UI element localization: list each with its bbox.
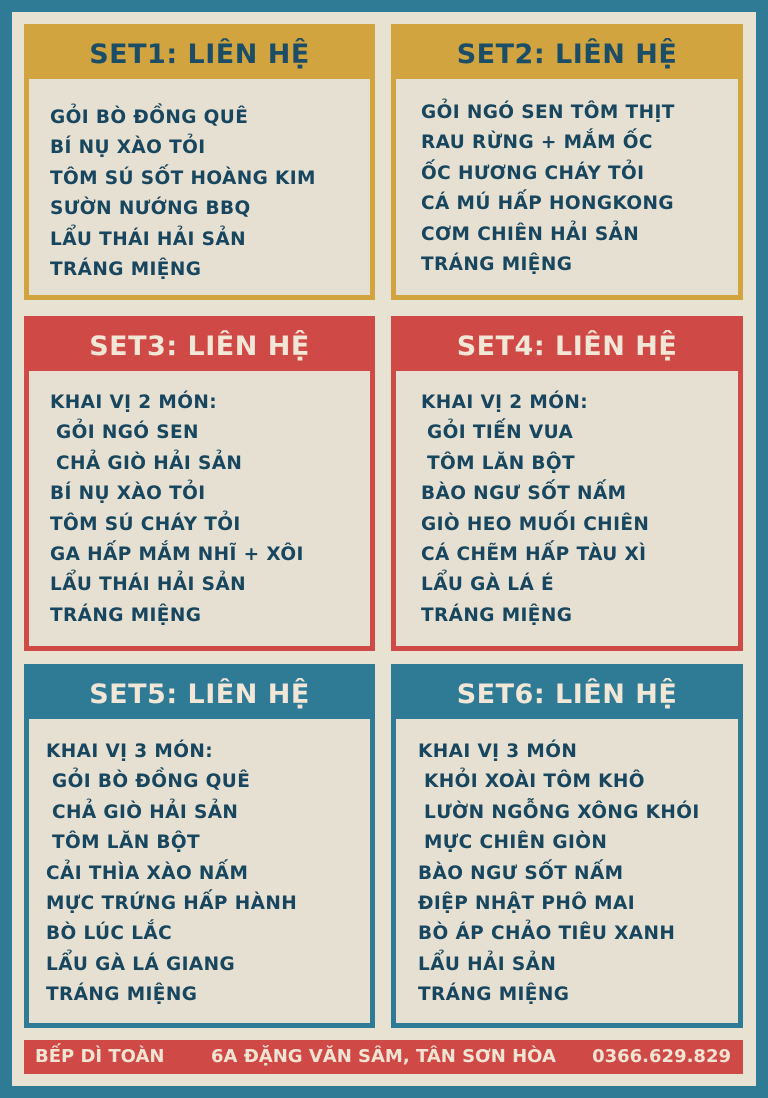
menu-item: CHẢ GIÒ HẢI SẢN [52,801,239,823]
menu-item: ĐIỆP NHẬT PHÔ MAI [418,892,635,914]
menu-item: TRÁNG MIỆNG [50,258,202,280]
menu-item: LƯỜN NGỖNG XÔNG KHÓI [424,801,700,823]
set-card-5 [24,664,375,1028]
menu-item: TRÁNG MIỆNG [421,253,573,275]
set-title-4: SET4: LIÊN HỆ [396,321,738,371]
menu-item: KHAI VỊ 3 MÓN: [46,741,214,762]
set-title-2: SET2: LIÊN HỆ [396,29,738,79]
menu-item: TÔM LĂN BỘT [427,452,576,474]
set-title-1: SET1: LIÊN HỆ [29,29,370,79]
set-title-6: SET6: LIÊN HỆ [396,669,738,719]
menu-item: BÍ NỤ XÀO TỎI [50,137,206,159]
set-items-5 [29,737,370,1011]
menu-item: BÒ LÚC LẮC [46,923,173,945]
set-card-6 [391,664,743,1028]
set-card-3 [24,316,375,651]
menu-item: TRÁNG MIỆNG [50,604,202,626]
set-title-5: SET5: LIÊN HỆ [29,669,370,719]
menu-item: KHAI VỊ 2 MÓN: [421,392,589,413]
menu-item: TÔM SÚ SỐT HOÀNG KIM [50,167,316,189]
set-items-3 [29,388,370,631]
address: 6A ĐẶNG VĂN SÂM, TÂN SƠN HÒA [211,1046,556,1067]
menu-item: BÀO NGƯ SỐT NẤM [421,483,627,505]
menu-item: TRÁNG MIỆNG [421,604,573,626]
restaurant-name: BẾP DÌ TOÀN [35,1046,165,1067]
menu-item: LẨU GÀ LÁ É [421,574,555,596]
menu-item: TRÁNG MIỆNG [418,984,570,1006]
set-card-4 [391,316,743,651]
menu-item: SƯỜN NƯỚNG BBQ [50,198,251,220]
menu-item: LẨU GÀ LÁ GIANG [46,953,236,975]
set-card-2 [391,24,743,300]
menu-item: LẨU THÁI HẢI SẢN [50,574,246,596]
footer-bar [24,1040,743,1074]
menu-item: TÔM SÚ CHÁY TỎI [50,513,241,535]
menu-item: TÔM LĂN BỘT [52,832,201,854]
menu-item: RAU RỪNG + MẮM ỐC [421,132,653,154]
menu-item: CƠM CHIÊN HẢI SẢN [421,223,640,245]
menu-item: LẨU HẢI SẢN [418,953,557,975]
menu-item: GA HẤP MẮM NHĨ + XÔI [50,543,304,565]
menu-item: BÀO NGƯ SỐT NẤM [418,862,624,884]
menu-item: CÁ MÚ HẤP HONGKONG [421,193,674,215]
set-items-6 [396,737,738,1011]
menu-item: LẨU THÁI HẢI SẢN [50,228,246,250]
menu-item: ỐC HƯƠNG CHÁY TỎI [421,162,645,184]
menu-item: BÍ NỤ XÀO TỎI [50,483,206,505]
menu-item: BÒ ÁP CHẢO TIÊU XANH [418,923,676,945]
set-card-1 [24,24,375,300]
menu-item: GỎI NGÓ SEN [56,422,199,444]
menu-item: GỎI TIẾN VUA [427,422,574,444]
menu-item: TRÁNG MIỆNG [46,984,198,1006]
menu-item: CÁ CHẼM HẤP TÀU XÌ [421,543,647,565]
menu-item: GỎI NGÓ SEN TÔM THỊT [421,102,675,123]
phone-number[interactable]: 0366.629.829 [592,1046,731,1067]
menu-item: MỰC TRỨNG HẤP HÀNH [46,892,298,914]
menu-item: KHAI VỊ 2 MÓN: [50,392,218,413]
set-items-4 [396,388,738,631]
set-items-1 [29,103,370,285]
menu-item: KHỎI XOÀI TÔM KHÔ [424,771,645,793]
menu-item: MỰC CHIÊN GIÒN [424,832,608,854]
set-items-2 [396,98,738,280]
menu-item: CHẢ GIÒ HẢI SẢN [56,452,243,474]
menu-item: CẢI THÌA XÀO NẤM [46,862,249,884]
menu-item: GỎI BÒ ĐỒNG QUÊ [50,107,249,128]
set-title-3: SET3: LIÊN HỆ [29,321,370,371]
menu-item: GỎI BÒ ĐỒNG QUÊ [52,771,251,793]
menu-item: KHAI VỊ 3 MÓN [418,741,578,762]
menu-item: GIÒ HEO MUỐI CHIÊN [421,513,650,535]
